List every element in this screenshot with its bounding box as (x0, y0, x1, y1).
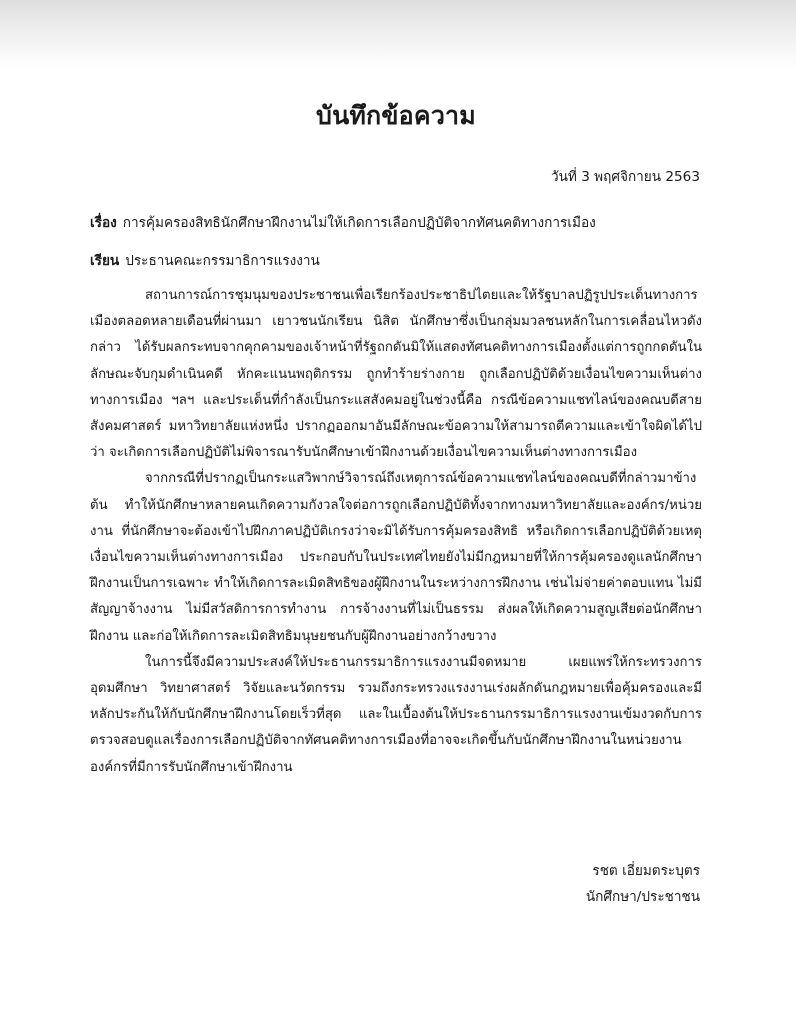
signature-block (586, 858, 700, 910)
memo-document (90, 96, 702, 996)
recipient-text: ประธานคณะกรรมาธิการแรงงาน (125, 253, 320, 269)
signature-role: นักศึกษา/ประชาชน (585, 889, 700, 905)
memo-title: บันทึกข้อความ (316, 101, 476, 130)
memo-date: วันที่ 3 พฤศจิกายน 2563 (550, 169, 700, 185)
body-paragraph-1: สถานการณ์การชุมนุมของประชาชนเพื่อเรียกร้องประชาธิปไตยและให้รัฐบาลปฏิรูปประเด็นทางการเมืองตลอดหลายเดือนที่ผ่านมา เยาวชนนักเรียน นิสิต นักศึกษาซึ่งเป็นกลุ่มมวลชนหลักในการเคลื่อนไหวดังกล่าว ได้รับผลกระทบจากคุกคามของเจ้าหน้าที่รัฐถกดันมิให้แสดงทัศนคติทางการเมืองตั้งแต่การถูกกดดันในลักษณะจับกุมดำเนินคดี หักคะแนนพฤติกรรม ถูกทำร้ายร่างกาย ถูกเลือกปฏิบัติด้วยเงื่อนไขความเห็นต่างทางการเมือง ฯลฯ และประเด็นที่กำลังเป็นกระแสสังคมอยู่ในช่วงนี้คือ กรณีข้อความแชทไลน์ของคณบดีสายสังคมศาสตร์ มหาวิทยาลัยแห่งหนึ่ง ปรากฏออกมาอันมีลักษณะข้อความให้สามารถตีความและเข้าใจผิดได้ไปว่า จะเกิดการเลือกปฏิบัติไม่พิจารณารับนักศึกษาเข้าฝึกงานด้วยเงื่อนไขความเห็นต่างทางการเมือง (90, 288, 702, 461)
signature-name: รชต เอี่ยมตระบุตร (592, 863, 700, 879)
recipient-label: เรียน (90, 253, 120, 269)
body-paragraph-2: จากกรณีที่ปรากฏเป็นกระแสวิพากษ์วิจารณ์ถึงเหตุการณ์ข้อความแชทไลน์ของคณบดีที่กล่าวมาข้างต้น ทำให้นักศึกษาหลายคนเกิดความกังวลใจต่อการถูกเลือกปฏิบัติทั้งจากทางมหาวิทยาลัยและองค์กร/หน่วยงาน ที่นักศึกษาจะต้องเข้าไปฝึกภาคปฏิบัติเกรงว่าจะมิได้รับการคุ้มครองสิทธิ หรือเกิดการเลือกปฏิบัติด้วยเหตุเงื่อนไขความเห็นต่างทางการเมือง ประกอบกับในประเทศไทยยังไม่มีกฎหมายที่ให้การคุ้มครองดูแลนักศึกษาฝึกงานเป็นการเฉพาะ ทำให้เกิดการละเมิดสิทธิของผู้ฝึกงานในระหว่างการฝึกงาน เช่นไม่จ่ายค่าตอบแทน ไม่มีสัญญาจ้างงาน ไม่มีสวัสดิการการทำงาน การจ้างงานที่ไม่เป็นธรรม ส่งผลให้เกิดความสูญเสียต่อนักศึกษาฝึกงาน และก่อให้เกิดการละเมิดสิทธิมนุษยชนกับผู้ฝึกงานอย่างกว้างขวาง (90, 471, 702, 644)
memo-subject (90, 212, 596, 234)
top-shadow (0, 0, 796, 70)
memo-body (90, 283, 702, 781)
memo-recipient (90, 250, 320, 272)
body-paragraph-3: ในการนี้จึงมีความประสงค์ให้ประธานกรรมาธิการแรงงานมีจดหมาย เผยแพร่ให้กระทรวงการอุดมศึกษา วิทยาศาสตร์ วิจัยและนวัตกรรม รวมถึงกระทรวงแรงงานเร่งผลักดันกฎหมายเพื่อคุ้มครองและมีหลักประกันให้กับนักศึกษาฝึกงานโดยเร็วที่สุด และในเบื้องต้นให้ประธานกรรมาธิการแรงงานเข้มงวดกับการตรวจสอบดูแลเรื่องการเลือกปฏิบัติจากทัศนคติทางการเมืองที่อาจจะเกิดขึ้นกับนักศึกษาฝึกงานในหน่วยงานองค์กรที่มีการรับนักศึกษาเข้าฝึกงาน (90, 654, 702, 775)
subject-label: เรื่อง (90, 215, 117, 231)
subject-text: การคุ้มครองสิทธินักศึกษาฝึกงานไม่ให้เกิดการเลือกปฏิบัติจากทัศนคติทางการเมือง (122, 215, 596, 231)
